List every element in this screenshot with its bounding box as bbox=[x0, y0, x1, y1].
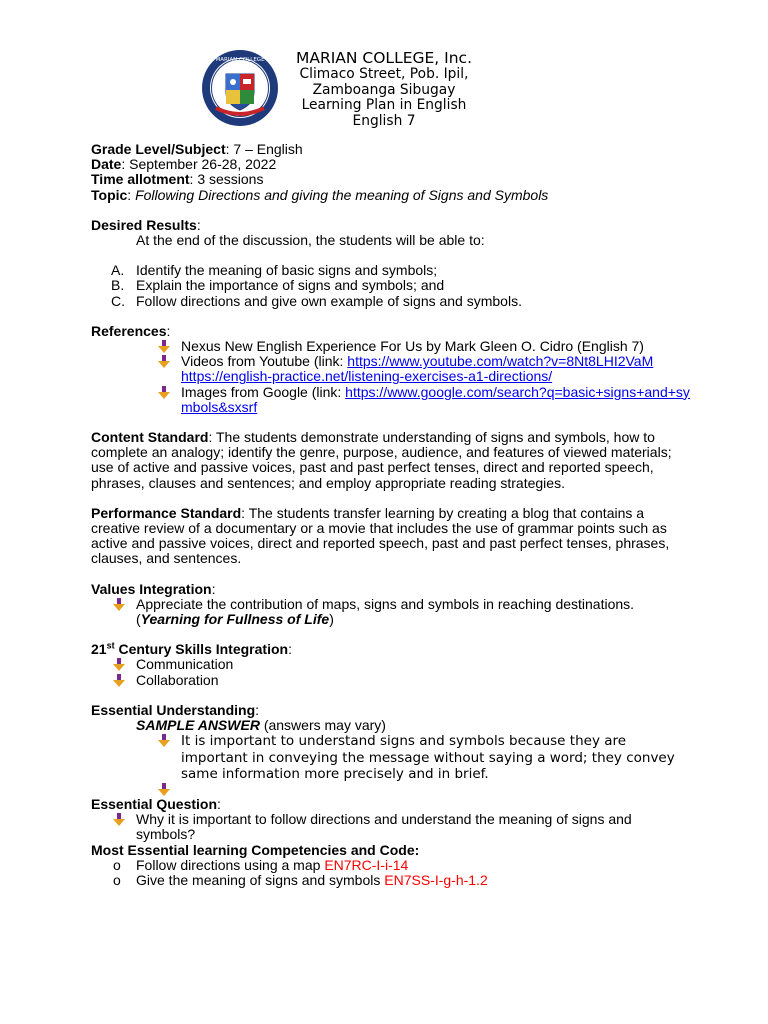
objective-item bbox=[111, 263, 691, 278]
desired-heading-text: Desired Results bbox=[91, 216, 197, 233]
objective-text: Explain the importance of signs and symbols; and bbox=[136, 277, 445, 294]
school-name: MARIAN COLLEGE, Inc. bbox=[295, 49, 473, 67]
lesson-plan-body bbox=[91, 142, 691, 888]
competency-text: Give the meaning of signs and symbols bbox=[136, 871, 385, 888]
arrow-bullet-icon bbox=[113, 598, 125, 611]
reference-book-text: Nexus New English Experience For Us by Mark Gleen O. Cidro (English 7) bbox=[181, 338, 644, 355]
competency-item bbox=[91, 858, 691, 873]
values-emphasis: Yearning for Fullness of Life bbox=[140, 611, 330, 628]
objective-mark: C. bbox=[111, 292, 125, 309]
objective-text: Follow directions and give own example of signs and symbols. bbox=[136, 292, 522, 309]
time-line bbox=[91, 172, 691, 187]
time-label: Time allotment bbox=[91, 171, 190, 188]
arrow-bullet-icon bbox=[158, 734, 170, 747]
question-heading-text: Essential Question bbox=[91, 795, 218, 812]
question-colon: : bbox=[217, 795, 221, 812]
reference-item-videos bbox=[91, 354, 691, 384]
topic-line bbox=[91, 188, 691, 203]
google-images-link[interactable]: https://www.google.com/search?q=basic+signs+and+symbols&sxsrf bbox=[181, 383, 690, 415]
references-heading-text: References bbox=[91, 322, 167, 339]
understanding-heading-text: Essential Understanding bbox=[91, 701, 256, 718]
references-list bbox=[91, 339, 691, 415]
english-practice-link[interactable]: https://english-practice.net/listening-exercises-a1-directions/ bbox=[181, 368, 553, 385]
svg-text:MARIAN COLLEGE: MARIAN COLLEGE bbox=[215, 57, 265, 63]
address-line-1: Climaco Street, Pob. Ipil, bbox=[299, 66, 469, 82]
understanding-empty-item bbox=[91, 782, 691, 797]
reference-item-book bbox=[91, 339, 691, 354]
reference-videos-prefix: Videos from Youtube (link: bbox=[181, 353, 348, 370]
values-colon: : bbox=[211, 580, 216, 597]
grade-line bbox=[91, 142, 691, 157]
performance-standard bbox=[91, 506, 691, 567]
arrow-bullet-icon bbox=[158, 783, 170, 796]
skills-item bbox=[91, 673, 691, 688]
topic-sep: : bbox=[127, 186, 136, 203]
content-standard bbox=[91, 430, 691, 491]
values-heading bbox=[91, 582, 691, 597]
values-list bbox=[91, 597, 691, 627]
grade-label: Grade Level/Subject bbox=[91, 141, 226, 157]
sample-answer-line bbox=[91, 718, 691, 733]
skills-item bbox=[91, 657, 691, 672]
understanding-colon: : bbox=[255, 701, 260, 718]
skills-colon: : bbox=[288, 641, 292, 658]
desired-results-heading bbox=[91, 218, 691, 233]
values-text: Appreciate the contribution of maps, signs and symbols in reaching destinations. bbox=[136, 595, 635, 612]
skills-item-text: Communication bbox=[136, 656, 234, 673]
topic-value: Following Directions and giving the meaning of Signs and Symbols bbox=[135, 186, 549, 203]
skills-list bbox=[91, 657, 691, 687]
values-close-paren: ) bbox=[329, 611, 334, 628]
values-item bbox=[91, 597, 691, 627]
sample-answer-label: SAMPLE ANSWER bbox=[136, 717, 260, 734]
question-list bbox=[91, 812, 691, 842]
references-heading bbox=[91, 324, 691, 339]
skills-heading-num: 21 bbox=[91, 641, 107, 658]
arrow-bullet-icon bbox=[158, 386, 170, 399]
competency-text: Follow directions using a map bbox=[136, 856, 325, 873]
references-colon: : bbox=[166, 322, 171, 339]
competencies-list bbox=[91, 858, 691, 888]
competencies-heading: Most Essential learning Competencies and Code: bbox=[91, 841, 420, 858]
understanding-list bbox=[91, 733, 691, 797]
performance-standard-text: : The students transfer learning by creating a blog that contains a creative review of a documentary or a movie that includes the use of grammar points such as active and passive voices, direct and reported speech, past and past perfect tenses, phrases, clauses, and sentences. bbox=[91, 504, 670, 567]
competency-bullet: o bbox=[113, 856, 121, 873]
skills-item-text: Collaboration bbox=[136, 671, 219, 688]
objective-mark: B. bbox=[111, 277, 125, 294]
skills-heading-sup: st bbox=[106, 640, 115, 651]
youtube-link[interactable]: https://www.youtube.com/watch?v=8Nt8LHI2VaM bbox=[347, 353, 654, 370]
objective-text: Identify the meaning of basic signs and symbols; bbox=[136, 262, 438, 279]
date-value: : September 26-28, 2022 bbox=[121, 156, 277, 173]
header-text bbox=[284, 50, 484, 129]
question-item bbox=[91, 812, 691, 842]
objective-item bbox=[111, 294, 691, 309]
plan-title: Learning Plan in English bbox=[301, 97, 467, 113]
competency-bullet: o bbox=[113, 871, 121, 888]
desired-intro: At the end of the discussion, the students will be able to: bbox=[136, 232, 485, 249]
question-heading bbox=[91, 797, 691, 812]
competency-item bbox=[91, 873, 691, 888]
skills-heading bbox=[91, 642, 691, 657]
skills-heading-rest: Century Skills Integration bbox=[114, 641, 289, 658]
content-standard-text: : The students demonstrate understanding of signs and symbols, how to complete an analogy; identify the genre, purpose, audience, and features of viewed materials; use of active and passive voices, past and past perfect tenses, direct and reported speech, phrases, clauses and sentences; and employ appropriate reading strategies. bbox=[91, 429, 672, 491]
objectives-list bbox=[91, 263, 691, 309]
arrow-bullet-icon bbox=[113, 658, 125, 671]
content-standard-heading: Content Standard bbox=[91, 429, 209, 446]
understanding-heading bbox=[91, 703, 691, 718]
grade-value: : 7 – English bbox=[225, 141, 303, 157]
time-value: : 3 sessions bbox=[189, 171, 264, 188]
objective-mark: A. bbox=[111, 262, 125, 279]
objective-item bbox=[111, 278, 691, 293]
values-open-paren: ( bbox=[136, 611, 141, 628]
arrow-bullet-icon bbox=[113, 813, 125, 826]
arrow-bullet-icon bbox=[158, 355, 170, 368]
arrow-bullet-icon bbox=[158, 340, 170, 353]
desired-colon: : bbox=[196, 216, 201, 233]
date-line bbox=[91, 157, 691, 172]
question-text: Why it is important to follow directions and understand the meaning of signs and symbols? bbox=[136, 811, 632, 843]
school-seal-logo bbox=[200, 48, 280, 128]
date-label: Date bbox=[91, 156, 122, 173]
arrow-bullet-icon bbox=[113, 674, 125, 687]
competency-code: EN7RC-I-i-14 bbox=[324, 856, 409, 873]
reference-images-prefix: Images from Google (link: bbox=[181, 383, 346, 400]
performance-standard-heading: Performance Standard bbox=[91, 504, 242, 521]
values-heading-text: Values Integration bbox=[91, 580, 212, 597]
understanding-answer: It is important to understand signs and symbols because they are important in conveying the message without saying a word; they convey same information more precisely and in brief. bbox=[181, 733, 675, 782]
reference-item-images bbox=[91, 385, 691, 415]
address-line-2: Zamboanga Sibugay bbox=[312, 81, 456, 98]
course-title: English 7 bbox=[352, 112, 416, 129]
topic-label: Topic bbox=[91, 186, 128, 203]
sample-answer-note: (answers may vary) bbox=[259, 717, 386, 734]
understanding-item bbox=[91, 733, 691, 782]
competency-code: EN7SS-I-g-h-1.2 bbox=[384, 871, 488, 888]
